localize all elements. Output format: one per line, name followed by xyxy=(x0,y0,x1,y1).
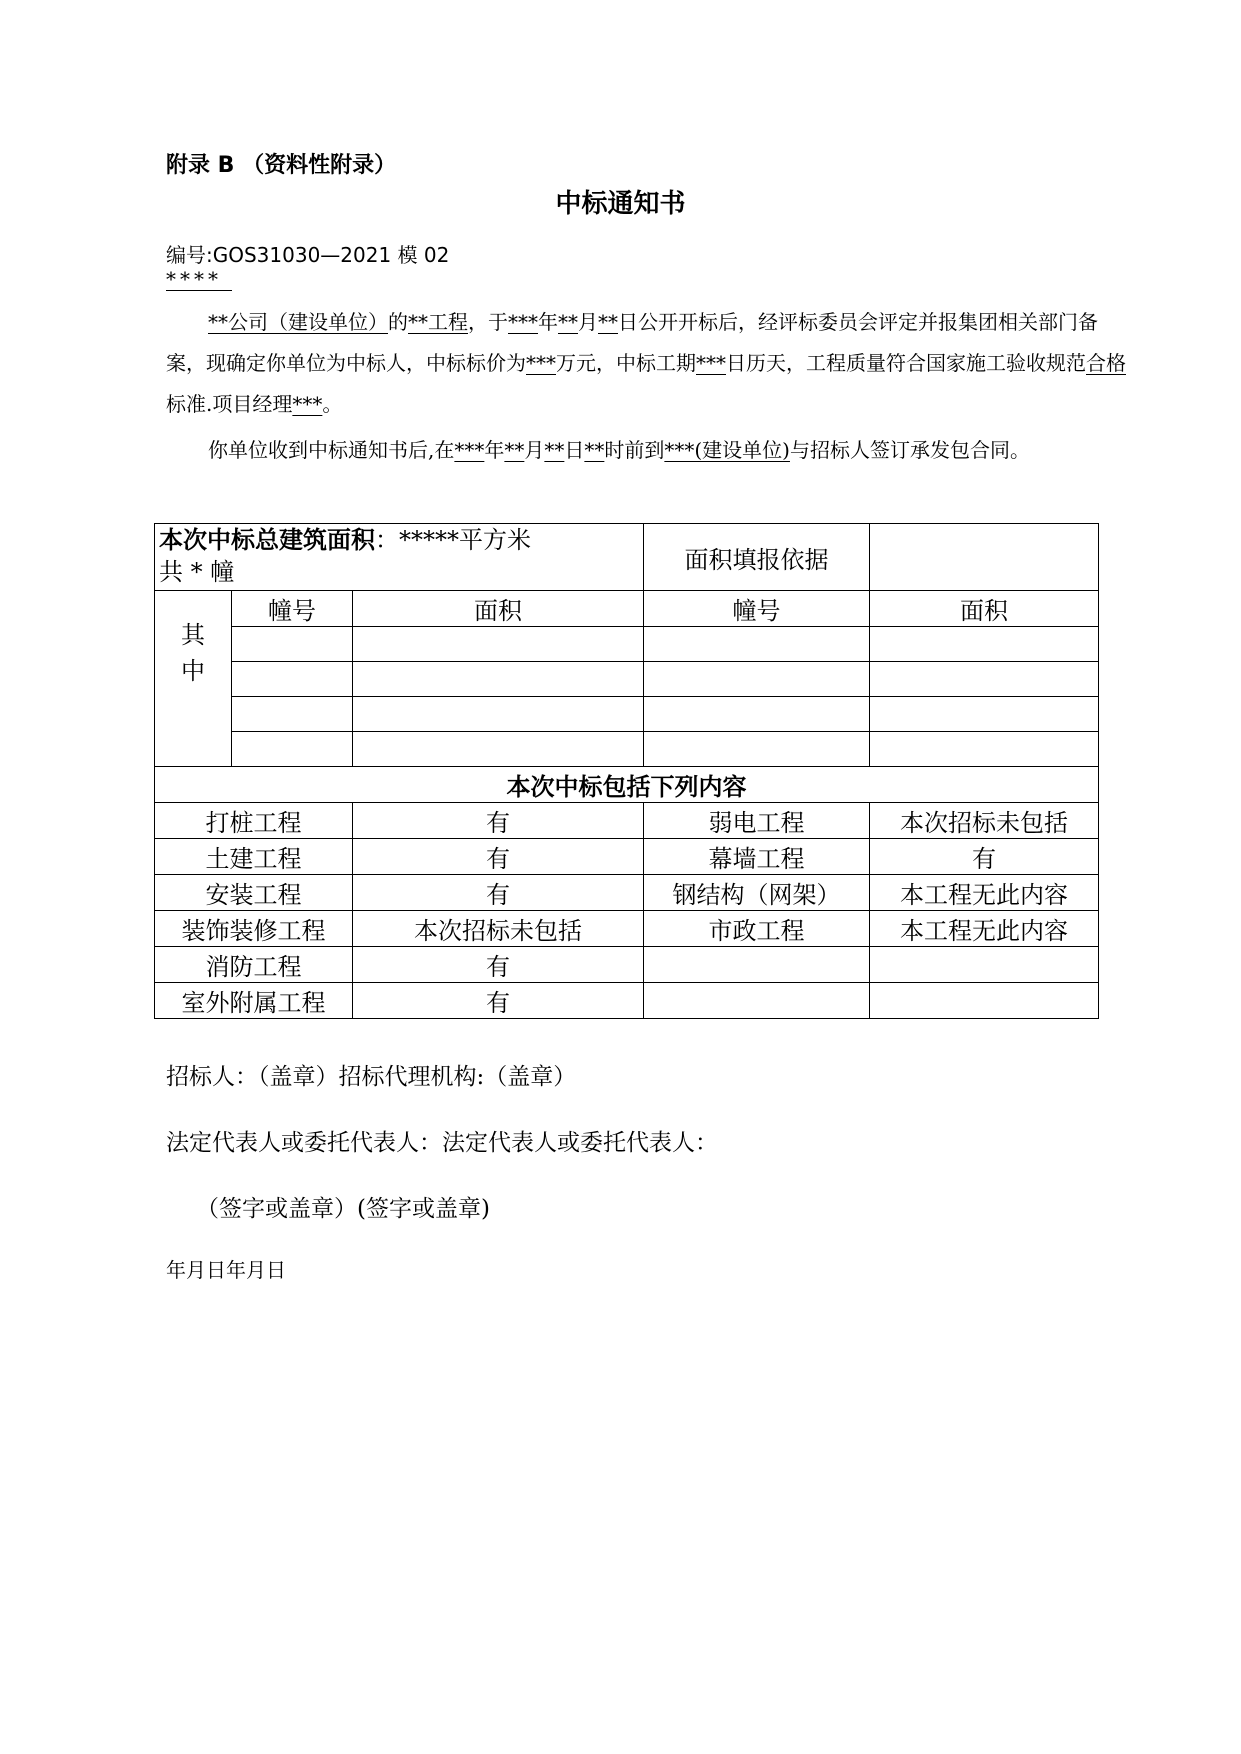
p2-text: 时前到 xyxy=(604,438,665,462)
scope-item: 钢结构（网架） xyxy=(644,875,870,911)
scope-status: 本次招标未包括 xyxy=(870,803,1099,839)
total-area-label: 本次中标总建筑面积 xyxy=(159,526,375,554)
scope-status xyxy=(870,947,1099,983)
award-paragraph xyxy=(166,302,1126,425)
table-row xyxy=(155,983,1099,1019)
scope-item xyxy=(644,947,870,983)
total-area-cell xyxy=(155,524,644,591)
total-area-value: ：*****平方米 xyxy=(375,526,531,554)
p1-company: **公司（建设单位） xyxy=(208,310,388,334)
scope-status: 有 xyxy=(353,875,644,911)
p1-price: *** xyxy=(526,351,556,375)
table-row xyxy=(155,627,1099,662)
table-row xyxy=(155,732,1099,767)
area-basis-value xyxy=(870,524,1099,591)
p1-text: 万元，中标工期 xyxy=(556,351,696,375)
document-number: 编号:GOS31030—2021 模 02 xyxy=(166,243,450,267)
scope-status: 有 xyxy=(353,839,644,875)
p2-place: ***(建设单位) xyxy=(664,438,790,462)
p1-text: 日历天，工程质量符合国家施工验收规范 xyxy=(726,351,1086,375)
table-row xyxy=(155,803,1099,839)
p1-year: *** xyxy=(508,310,538,334)
award-table xyxy=(154,523,1099,1019)
p1-text: 年 xyxy=(538,310,558,334)
p1-text: 标准.项目经理 xyxy=(166,392,293,416)
table-row xyxy=(155,662,1099,697)
p1-project: **工程 xyxy=(408,310,468,334)
building-no-header: 幢号 xyxy=(232,591,353,627)
building-no-header: 幢号 xyxy=(644,591,870,627)
signature-line-representative: 法定代表人或委托代表人：法定代表人或委托代表人： xyxy=(166,1130,718,1156)
p2-text: 月 xyxy=(524,438,545,462)
scope-item: 幕墙工程 xyxy=(644,839,870,875)
scope-item: 消防工程 xyxy=(155,947,353,983)
qizhong-char: 其 xyxy=(181,621,205,649)
scope-status: 有 xyxy=(870,839,1099,875)
scope-status: 有 xyxy=(353,983,644,1019)
signature-line-seal: 招标人：（盖章）招标代理机构:（盖章） xyxy=(166,1064,577,1090)
table-row xyxy=(155,911,1099,947)
p2-text: 你单位收到中标通知书后,在 xyxy=(208,438,455,462)
table-row xyxy=(155,947,1099,983)
table-row xyxy=(155,875,1099,911)
table-row xyxy=(155,839,1099,875)
scope-status: 本工程无此内容 xyxy=(870,875,1099,911)
signature-line-sign: （签字或盖章）(签字或盖章) xyxy=(196,1196,490,1222)
scope-status: 有 xyxy=(353,803,644,839)
p1-month: ** xyxy=(558,310,578,334)
scope-item: 装饰装修工程 xyxy=(155,911,353,947)
p1-duration: *** xyxy=(696,351,726,375)
building-count: 共 * 幢 xyxy=(159,558,235,586)
scope-item: 室外附属工程 xyxy=(155,983,353,1019)
p2-day: ** xyxy=(544,438,565,462)
document-title: 中标通知书 xyxy=(555,189,686,219)
p1-quality: 合格 xyxy=(1086,351,1126,375)
p1-text: 。 xyxy=(322,392,343,416)
scope-item: 市政工程 xyxy=(644,911,870,947)
p2-month: ** xyxy=(504,438,525,462)
contract-paragraph xyxy=(166,430,1126,471)
p1-text: 月 xyxy=(578,310,598,334)
area-basis-label: 面积填报依据 xyxy=(644,524,870,591)
signature-line-date: 年月日年月日 xyxy=(166,1258,286,1282)
p2-text: 日 xyxy=(564,438,585,462)
scope-status: 本工程无此内容 xyxy=(870,911,1099,947)
area-header: 面积 xyxy=(353,591,644,627)
table-row xyxy=(155,697,1099,732)
scope-status: 有 xyxy=(353,947,644,983)
scope-section-title: 本次中标包括下列内容 xyxy=(155,767,1099,803)
scope-status xyxy=(870,983,1099,1019)
p1-manager: *** xyxy=(292,392,323,416)
scope-item: 弱电工程 xyxy=(644,803,870,839)
recipient-name: **** xyxy=(166,268,232,291)
scope-item: 打桩工程 xyxy=(155,803,353,839)
qizhong-char: 中 xyxy=(181,657,205,685)
scope-item xyxy=(644,983,870,1019)
p2-hour: ** xyxy=(584,438,605,462)
appendix-heading: 附录 B （资料性附录） xyxy=(166,153,397,178)
scope-item: 安装工程 xyxy=(155,875,353,911)
p1-text: 日公开开标后，经评标委员会评定并报集团相关部门备案，现确定你单位为中标人，中标标价为 xyxy=(166,310,1098,375)
scope-item: 土建工程 xyxy=(155,839,353,875)
p1-text: 的 xyxy=(388,310,408,334)
area-header: 面积 xyxy=(870,591,1099,627)
p2-year: *** xyxy=(454,438,485,462)
qizhong-cell xyxy=(155,591,232,767)
scope-status: 本次招标未包括 xyxy=(353,911,644,947)
p1-day: ** xyxy=(598,310,618,334)
p1-text: ，于 xyxy=(468,310,508,334)
p2-text: 与招标人签订承发包合同。 xyxy=(789,438,1030,462)
p2-text: 年 xyxy=(484,438,505,462)
